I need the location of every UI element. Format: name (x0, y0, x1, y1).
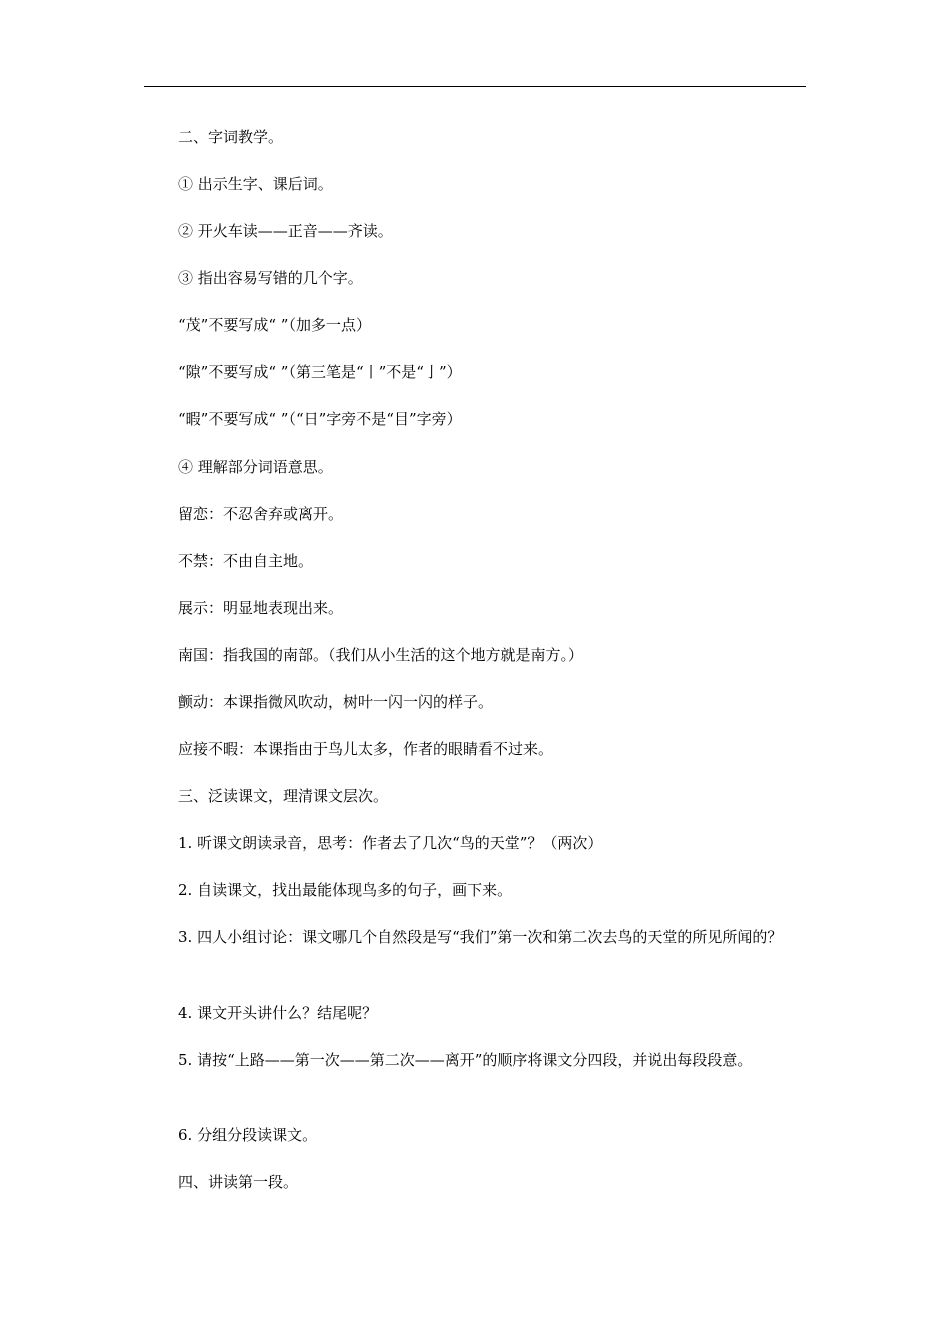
list-item: ④ 理解部分词语意思。 (178, 458, 333, 476)
definition-line: 颤动：本课指微风吹动，树叶一闪一闪的样子。 (178, 693, 494, 711)
text-line: “茂”不要写成“ ”（加多一点） (178, 316, 371, 334)
definition-line: 展示：明显地表现出来。 (178, 599, 344, 617)
list-item: 4. 课文开头讲什么？结尾呢？ (178, 1004, 378, 1022)
text-line: “暇”不要写成“ ”（“日”字旁不是“目”字旁） (178, 410, 462, 428)
definition-line: 应接不暇：本课指由于鸟儿太多，作者的眼睛看不过来。 (178, 740, 554, 758)
list-item: 6. 分组分段读课文。 (178, 1126, 318, 1144)
definition-line: 南国：指我国的南部。（我们从小生活的这个地方就是南方。） (178, 646, 584, 664)
text-line: “隙”不要写成“ ”（第三笔是“丨”不是“亅”） (178, 363, 462, 381)
header-rule (144, 86, 806, 87)
list-item: 5. 请按“上路——第一次——第二次——离开”的顺序将课文分四段，并说出每段段意。 (178, 1051, 753, 1069)
list-item: ① 出示生字、课后词。 (178, 175, 333, 193)
list-item: 2. 自读课文，找出最能体现鸟多的句子，画下来。 (178, 881, 513, 899)
definition-line: 不禁：不由自主地。 (178, 552, 314, 570)
section-heading-3: 三、泛读课文，理清课文层次。 (178, 787, 389, 805)
list-item: ② 开火车读——正音——齐读。 (178, 222, 393, 240)
definition-line: 留恋：不忍舍弃或离开。 (178, 505, 344, 523)
list-item: 1. 听课文朗读录音，思考：作者去了几次“鸟的天堂”？（两次） (178, 834, 603, 852)
section-heading-4: 四、讲读第一段。 (178, 1173, 299, 1191)
list-item: ③ 指出容易写错的几个字。 (178, 269, 363, 287)
list-item: 3. 四人小组讨论：课文哪几个自然段是写“我们”第一次和第二次去鸟的天堂的所见所闻的？ (178, 928, 783, 946)
section-heading-2: 二、字词教学。 (178, 128, 284, 146)
